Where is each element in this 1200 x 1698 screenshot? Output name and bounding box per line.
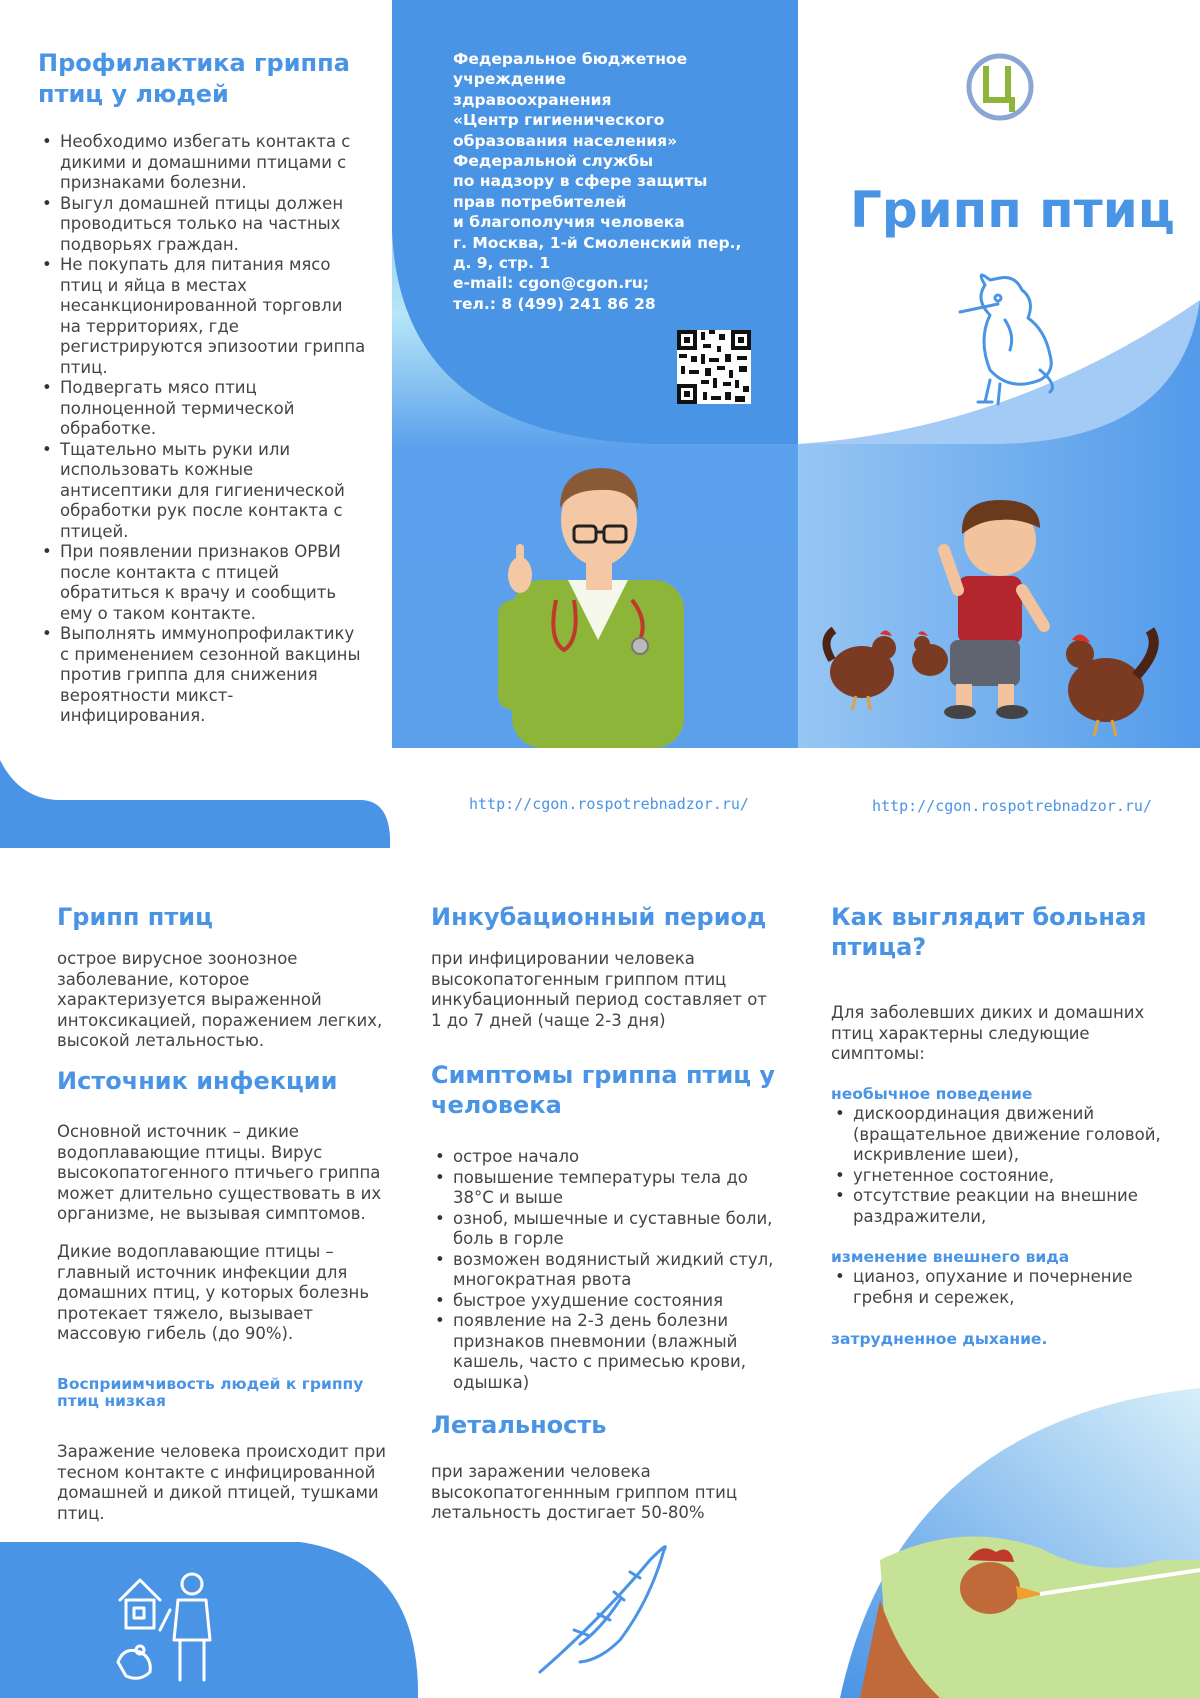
sick-bird-intro: Для заболевших диких и домашних птиц характерны следующие симптомы: — [831, 1003, 1145, 1063]
list-item: • быстрое ухудшение состояния — [431, 1291, 776, 1312]
site-link-right[interactable]: http://cgon.rospotrebnadzor.ru/ — [872, 797, 1152, 815]
susceptibility-note: Восприимчивость людей к гриппу птиц низкая — [57, 1375, 364, 1410]
prevention-title: Профилактика гриппа птиц у людей — [38, 49, 350, 108]
section-title-avian-flu: Грипп птиц — [57, 903, 213, 931]
list-item: • Подвергать мясо птиц полноценной термической обработке. — [38, 378, 368, 440]
contact-block — [453, 49, 788, 314]
contact-line: по надзору в сфере защиты — [453, 172, 708, 191]
lethality-text: при заражении человека высокопатогеннным гриппом птиц летальность достигает 50-80% — [431, 1462, 738, 1522]
list-item: • Выгул домашней птицы должен проводиться только на частных подворьях граждан. — [38, 194, 368, 256]
contact-line: и благополучия человека — [453, 213, 685, 232]
contact-address: г. Москва, 1-й Смоленский пер., — [453, 233, 742, 252]
list-item: • дискоординация движений (вращательное движение головой, искривление шеи), — [831, 1104, 1176, 1166]
behavior-list — [831, 1104, 1176, 1227]
contact-line: образования населения» — [453, 131, 678, 150]
list-item: • повышение температуры тела до 38°С и выше — [431, 1168, 776, 1209]
list-item: • цианоз, опухание и почернение гребня и сережек, — [831, 1267, 1176, 1308]
contact-address: д. 9, стр. 1 — [453, 254, 551, 273]
list-item: • угнетенное состояние, — [831, 1166, 1176, 1187]
section-title-sick-bird: Как выглядит больная птица? — [831, 903, 1147, 961]
list-item: • острое начало — [431, 1147, 776, 1168]
behavior-subtitle: необычное поведение — [831, 1085, 1033, 1103]
site-link-left[interactable]: http://cgon.rospotrebnadzor.ru/ — [469, 795, 749, 813]
list-item: • отсутствие реакции на внешние раздражители, — [831, 1186, 1176, 1227]
contact-line: прав потребителей — [453, 192, 627, 211]
symptoms-list — [431, 1147, 776, 1393]
contact-line: здравоохранения — [453, 90, 612, 109]
infection-text: Заражение человека происходит при тесном контакте с инфицированной домашней и дикой птицей, тушками птиц. — [57, 1442, 386, 1523]
incubation-text: при инфицировании человека высокопатогенным гриппом птиц инкубационный период составляет от 1 до 7 дней (чаще 2-3 дня) — [431, 949, 767, 1030]
breathing-subtitle: затрудненное дыхание. — [831, 1330, 1048, 1348]
list-item: • озноб, мышечные и суставные боли, боль в горле — [431, 1209, 776, 1250]
list-item: • появление на 2-3 день болезни признаков пневмонии (влажный кашель, часто с примесью крови, одышка) — [431, 1311, 776, 1393]
list-item: • Тщательно мыть руки или использовать кожные антисептики для гигиенической обработки рук после контакта с птицей. — [38, 440, 368, 543]
contact-phone[interactable]: тел.: 8 (499) 241 86 28 — [453, 294, 656, 313]
contact-email[interactable]: e-mail: cgon@cgon.ru; — [453, 274, 649, 293]
source-text-1: Основной источник – дикие водоплавающие птицы. Вирус высокопатогенного птичьего гриппа может длительно существовать в их организме, не вызывая симптомов. — [57, 1122, 382, 1223]
list-item: • При появлении признаков ОРВИ после контакта с птицей обратиться к врачу и сообщить ему о таком контакте. — [38, 542, 368, 624]
appearance-subtitle: изменение внешнего вида — [831, 1248, 1070, 1266]
appearance-list — [831, 1267, 1176, 1308]
list-item: • Необходимо избегать контакта с дикими и домашними птицами с признаками болезни. — [38, 132, 368, 194]
qr-code-image — [677, 330, 751, 404]
cover-title: Грипп птиц — [850, 181, 1175, 239]
contact-line: Федеральное бюджетное — [453, 50, 688, 68]
section-title-symptoms: Симптомы гриппа птиц у человека — [431, 1061, 776, 1119]
section-title-source: Источник инфекции — [57, 1067, 338, 1095]
section-title-lethality: Летальность — [431, 1411, 607, 1439]
list-item: • Выполнять иммунопрофилактику с применением сезонной вакцины против гриппа для снижения вероятности микст-инфицирования. — [38, 624, 368, 727]
prevention-list — [38, 132, 368, 727]
feather-icon — [540, 1547, 665, 1672]
avian-flu-definition: острое вирусное зоонозное заболевание, которое характеризуется выраженной интоксикацией, поражением легких, высокой летальностью. — [57, 949, 383, 1050]
left-blob — [0, 760, 390, 848]
contact-line: учреждение — [453, 70, 566, 89]
source-text-2: Дикие водоплавающие птицы – главный источник инфекции для домашних птиц, у которых болезнь протекает тяжело, вызывает массовую гибель (до 90%). — [57, 1242, 370, 1343]
list-item: • возможен водянистый жидкий стул, многократная рвота — [431, 1250, 776, 1291]
list-item: • Не покупать для питания мясо птиц и яйца в местах несанкционированной торговли на территориях, где регистрируются эпизоотии гриппа птиц. — [38, 255, 368, 378]
contact-line: Федеральной службы — [453, 152, 654, 171]
section-title-incubation: Инкубационный период — [431, 903, 767, 931]
contact-line: «Центр гигиенического — [453, 111, 665, 130]
